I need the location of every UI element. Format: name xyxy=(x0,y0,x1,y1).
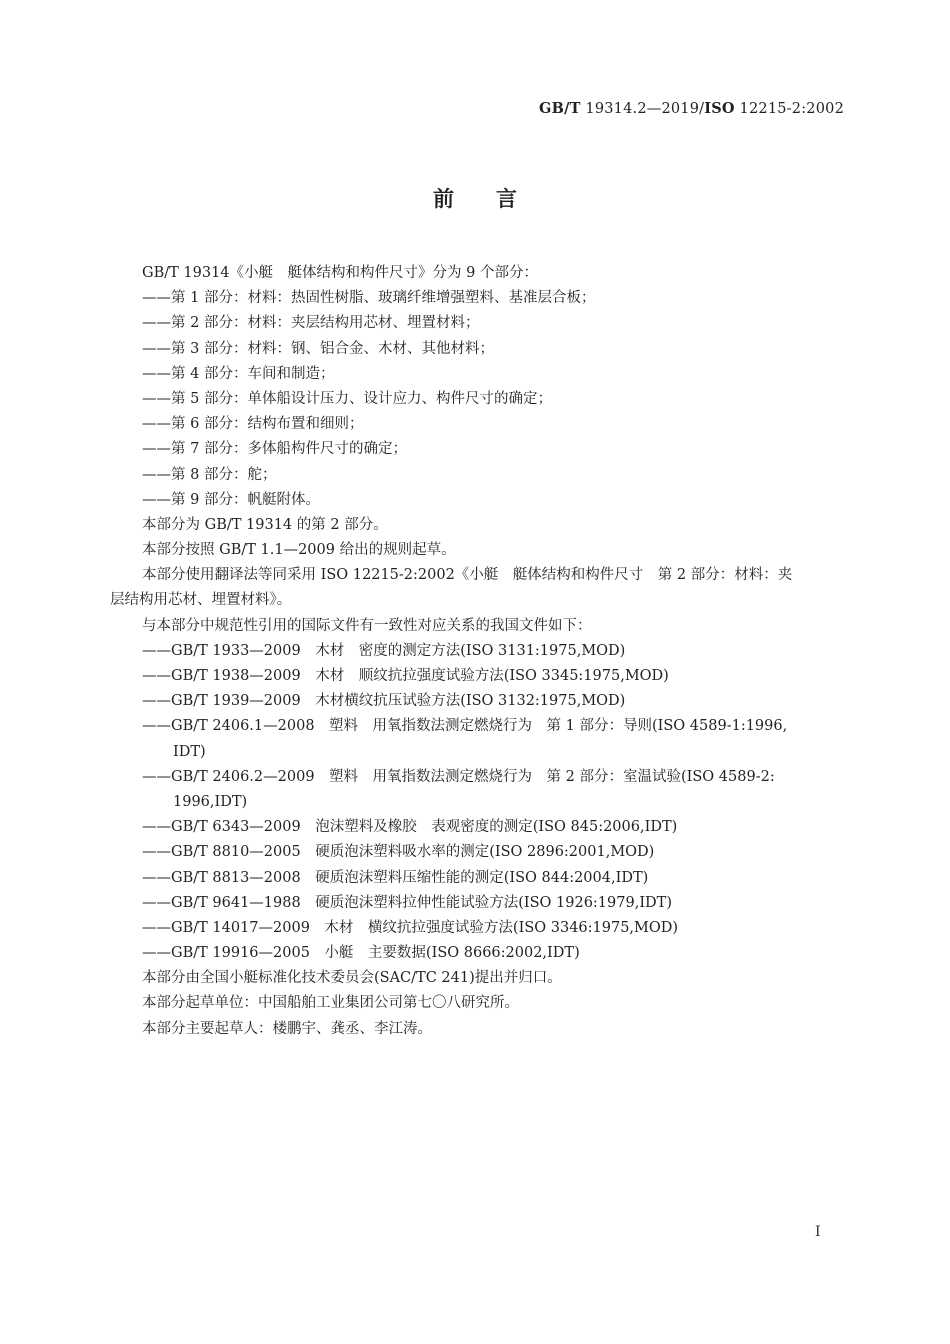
paragraph-line: ——第 5 部分：单体船设计压力、设计应力、构件尺寸的确定； xyxy=(142,390,552,407)
paragraph-line: GB/T 19314《小艇 艇体结构和构件尺寸》分为 9 个部分： xyxy=(142,265,538,281)
paragraph-line: IDT) xyxy=(173,743,206,760)
paragraph-line: ——第 6 部分：结构布置和细则； xyxy=(142,416,364,433)
paragraph-line: ——第 2 部分：材料：夹层结构用芯材、埋置材料； xyxy=(142,315,480,332)
paragraph-line: ——GB/T 2406.1—2008 塑料 用氧指数法测定燃烧行为 第 1 部分：导则(ISO 4589-1:1996, xyxy=(142,718,788,735)
paragraph-line: ——GB/T 8813—2008 硬质泡沫塑料压缩性能的测定(ISO 844:2004,IDT) xyxy=(142,869,649,886)
paragraph-line: 与本部分中规范性引用的国际文件有一致性对应关系的我国文件如下： xyxy=(142,617,592,634)
paragraph-line: 1996,IDT) xyxy=(173,793,248,810)
paragraph-line: ——GB/T 14017—2009 木材 横纹抗拉强度试验方法(ISO 3346:1975,MOD) xyxy=(142,919,679,936)
paragraph-line: ——GB/T 2406.2—2009 塑料 用氧指数法测定燃烧行为 第 2 部分：室温试验(ISO 4589-2: xyxy=(142,768,775,785)
paragraph-line: ——第 9 部分：帆艇附体。 xyxy=(142,491,320,508)
iso-number: 12215-2:2002 xyxy=(734,101,844,117)
paragraph-line: 本部分使用翻译法等同采用 ISO 12215-2:2002《小艇 艇体结构和构件尺寸 第 2 部分：材料：夹 xyxy=(142,567,793,584)
paragraph-line: 本部分起草单位：中国船舶工业集团公司第七〇八研究所。 xyxy=(142,995,519,1012)
paragraph-line: 本部分由全国小艇标准化技术委员会(SAC/TC 241)提出并归口。 xyxy=(142,970,562,987)
page-title: 前言 xyxy=(433,186,559,211)
paragraph-line: 层结构用芯材、埋置材料》。 xyxy=(110,592,292,609)
paragraph-line: ——GB/T 1939—2009 木材横纹抗压试验方法(ISO 3132:1975,MOD) xyxy=(142,693,626,710)
iso-prefix: ISO xyxy=(704,100,735,117)
paragraph-line: ——第 8 部分：舵； xyxy=(142,466,277,483)
paragraph-line: ——第 4 部分：车间和制造； xyxy=(142,365,335,382)
document-code-header xyxy=(539,100,844,117)
paragraph-line: ——第 7 部分：多体船构件尺寸的确定； xyxy=(142,441,407,458)
paragraph-line: ——GB/T 19916—2005 小艇 主要数据(ISO 8666:2002,IDT) xyxy=(142,945,580,962)
paragraph-line: 本部分主要起草人：楼鹏宇、龚丞、李江涛。 xyxy=(142,1020,432,1037)
page-number: I xyxy=(815,1224,821,1240)
standard-prefix: GB/T xyxy=(539,100,581,117)
paragraph-line: ——第 1 部分：材料：热固性树脂、玻璃纤维增强塑料、基准层合板； xyxy=(142,290,596,307)
paragraph-line: 本部分按照 GB/T 1.1—2009 给出的规则起草。 xyxy=(142,542,456,559)
foreword-body xyxy=(110,261,850,1042)
paragraph-line: ——GB/T 6343—2009 泡沫塑料及橡胶 表观密度的测定(ISO 845:2006,IDT) xyxy=(142,819,678,836)
paragraph-line: ——GB/T 8810—2005 硬质泡沫塑料吸水率的测定(ISO 2896:2001,MOD) xyxy=(142,844,655,861)
standard-number: 19314.2—2019/ xyxy=(580,101,705,117)
paragraph-line: ——第 3 部分：材料：钢、铝合金、木材、其他材料； xyxy=(142,340,494,357)
paragraph-line: ——GB/T 9641—1988 硬质泡沫塑料拉伸性能试验方法(ISO 1926:1979,IDT) xyxy=(142,894,672,911)
paragraph-line: 本部分为 GB/T 19314 的第 2 部分。 xyxy=(142,516,388,533)
paragraph-line: ——GB/T 1933—2009 木材 密度的测定方法(ISO 3131:1975,MOD) xyxy=(142,642,626,659)
paragraph-line: ——GB/T 1938—2009 木材 顺纹抗拉强度试验方法(ISO 3345:1975,MOD) xyxy=(142,668,669,684)
